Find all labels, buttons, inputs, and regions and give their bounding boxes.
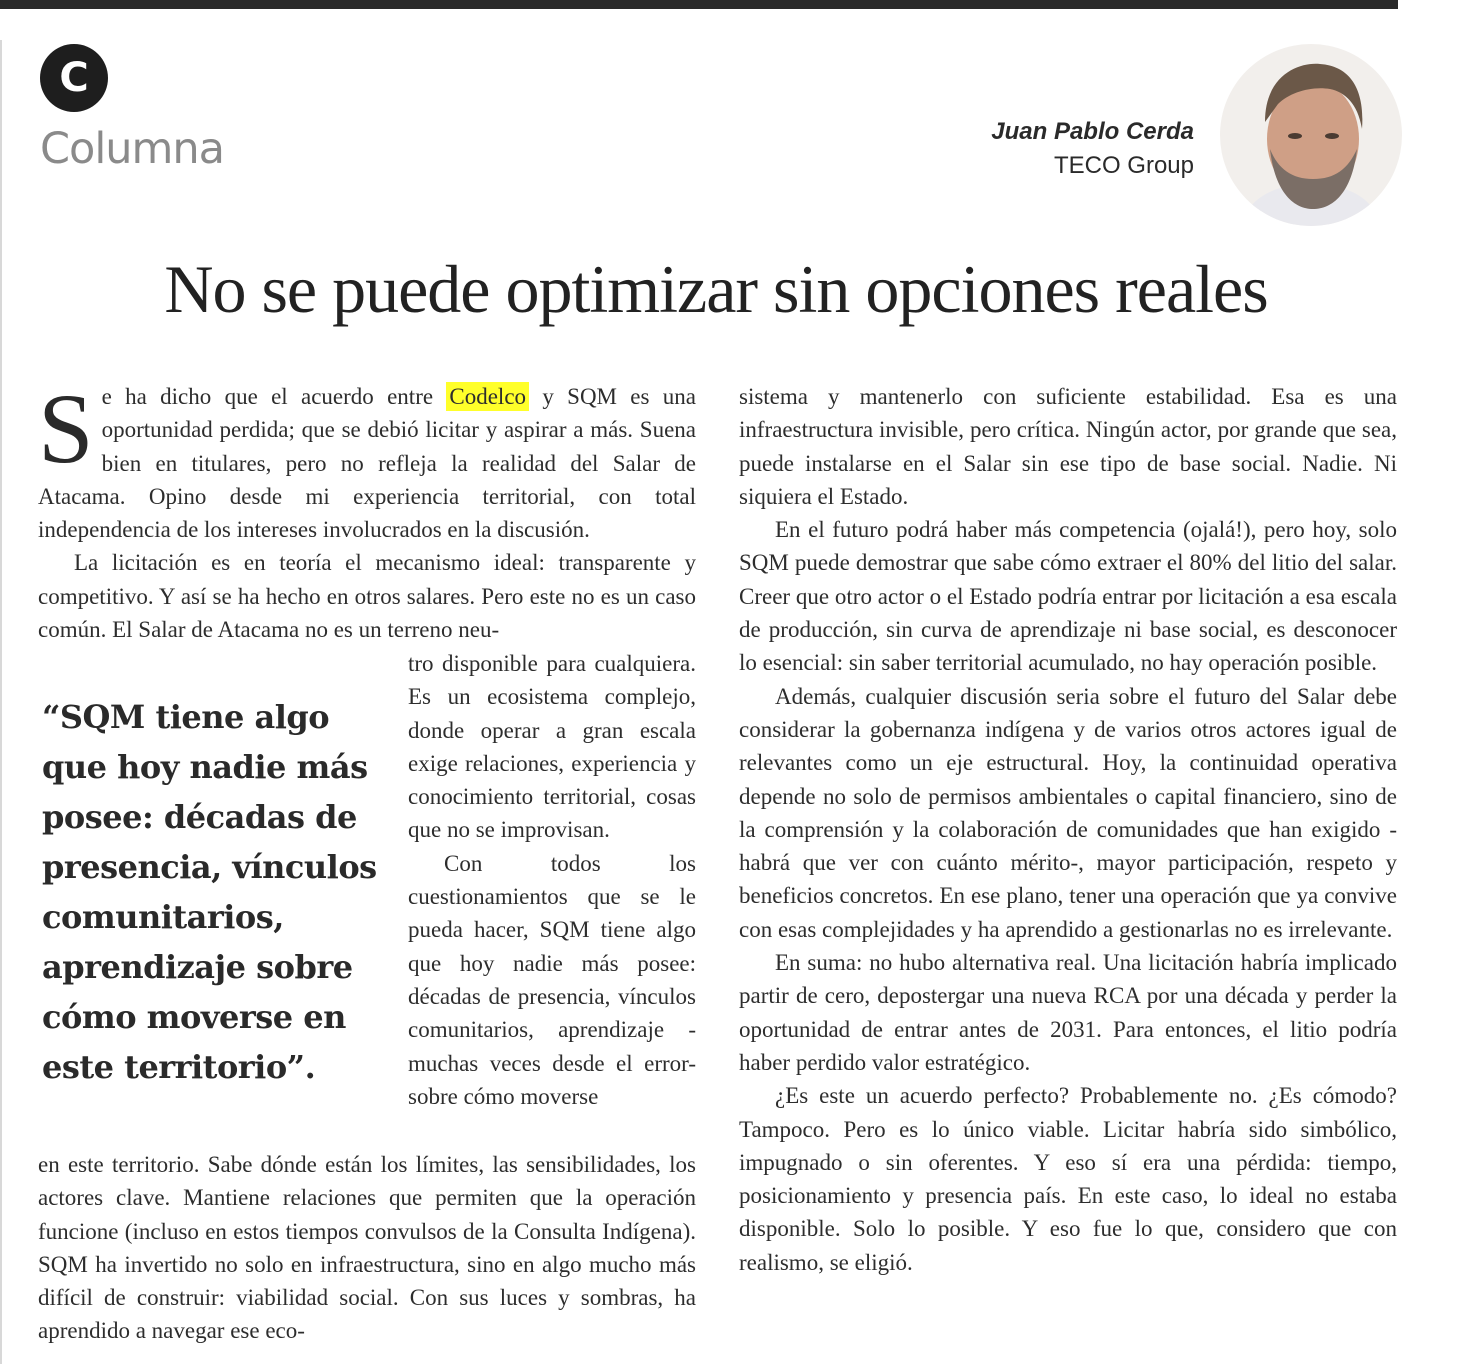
col2-paragraph-5: ¿Es este un acuerdo perfecto? Probablemente no. ¿Es cómodo? Tampoco. Pero es lo único viable. Licitar habría sido simbólico, impugnado o sin oferentes. Y eso sí era una pérdida: tiempo, posicionamiento y presencia país. En este caso, lo ideal no estaba disponible. Solo lo posible. Y eso fue lo que, considero que con realismo, se eligió. xyxy=(739,1083,1397,1275)
highlighted-term: Codelco xyxy=(446,382,529,411)
col2-paragraph-1: sistema y mantenerlo con suficiente estabilidad. Esa es una infraestructura invisible, pero crítica. Ningún actor, por grande que sea, puede instalarse en el Salar sin ese tipo de base social. Nadie. Ni siquiera el Estado. xyxy=(739,384,1397,509)
column-badge xyxy=(40,44,108,112)
author-name: Juan Pablo Cerda xyxy=(991,118,1194,145)
drop-cap: S xyxy=(38,373,94,484)
paragraph-2-cont: tro disponible para cualquiera. Es un ecosistema complejo, donde operar a gran escala exige relaciones, experiencia y conocimiento territorial, cosas que no se improvisan. xyxy=(408,651,696,843)
column1-top xyxy=(38,373,696,646)
column2 xyxy=(739,380,1397,1279)
badge-letter: C xyxy=(59,55,89,101)
col2-paragraph-3: Además, cualquier discusión seria sobre el futuro del Salar debe considerar la gobernanza indígena y de varios otros actores igual de relevantes como un eje estructural. Hoy, la continuidad operativa depende no solo de permisos ambientales o capital financiero, sino de la comprensión y la colaboración de comunidades que han exigido -habrá que ver con cuánto mérito-, mayor participación, respeto y beneficios concretos. En ese plano, tener una operación que ya convive con esas complejidades y ha aprendido a gestionarlas no es irrelevante. xyxy=(739,683,1397,942)
paragraph-3-start: Con todos los cuestionamientos que se le pueda hacer, SQM tiene algo que hoy nadie más posee: décadas de presencia, vínculos comunitarios, aprendizaje -muchas veces desde el error- sobre cómo moverse xyxy=(408,850,696,1109)
top-rule xyxy=(0,0,1398,9)
section-label: Columna xyxy=(40,124,225,174)
author-photo xyxy=(1220,44,1402,226)
paragraph-1 xyxy=(38,373,696,546)
author-organization: TECO Group xyxy=(1053,152,1194,179)
left-margin-rule xyxy=(0,40,2,1364)
author-block xyxy=(991,118,1194,180)
column1-inset xyxy=(408,647,696,1113)
p1-rest: y SQM es una oportunidad perdida; que se debió licitar y aspirar a más. Suena bien en titulares, pero no refleja la realidad del Salar de Atacama. Opino desde mi experiencia territorial, con total independencia de los intereses involucrados en la discusión. xyxy=(38,384,696,543)
paragraph-2-start: La licitación es en teoría el mecanismo ideal: transparente y competitivo. Y así se ha hecho en otros salares. Pero este no es un caso común. El Salar de Atacama no es un terreno neu- xyxy=(38,550,696,643)
col2-paragraph-4: En suma: no hubo alternativa real. Una licitación habría implicado partir de cero, depostergar una nueva RCA por una década y perder la oportunidad de entrar antes de 2031. Para entonces, el litio podría haber perdido valor estratégico. xyxy=(739,950,1397,1075)
column1-bottom xyxy=(38,1148,696,1348)
paragraph-3-cont: en este territorio. Sabe dónde están los límites, las sensibilidades, los actores clave. Mantiene relaciones que permiten que la operación funcione (incluso en estos tiempos convulsos de la Consulta Indígena). SQM ha invertido no solo en infraestructura, sino en algo mucho más difícil de construir: viabilidad social. Con sus luces y sombras, ha aprendido a navegar ese eco- xyxy=(38,1152,696,1344)
p1-start: e ha dicho que el acuerdo entre xyxy=(101,384,447,409)
col2-paragraph-2: En el futuro podrá haber más competencia (ojalá!), pero hoy, solo SQM puede demostrar que sabe cómo extraer el 80% del litio del salar. Creer que otro actor o el Estado podría entrar por licitación a esa escala de producción, sin curva de aprendizaje ni base social, es desconocer lo esencial: sin saber territorial acumulado, no hay operación posible. xyxy=(739,517,1397,676)
pull-quote: “SQM tiene algo que hoy nadie más posee: décadas de presencia, vínculos comunitarios, aprendizaje sobre cómo moverse en este territorio”. xyxy=(42,698,377,1086)
headline: No se puede optimizar sin opciones reales xyxy=(164,251,1268,327)
